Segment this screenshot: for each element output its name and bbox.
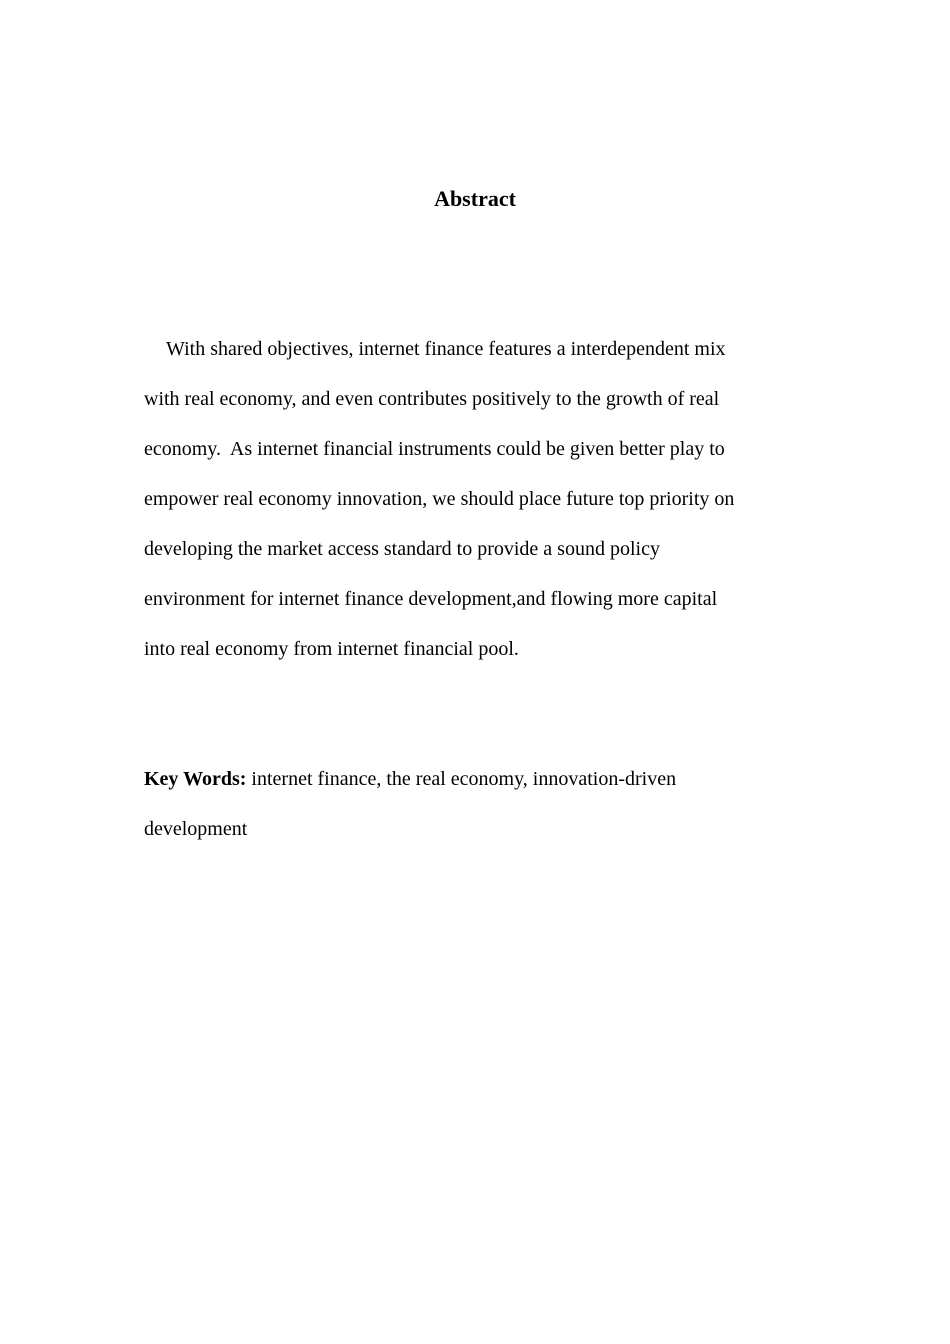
keywords-continuation: development — [144, 818, 248, 840]
abstract-paragraph — [144, 324, 814, 674]
keywords-label: Key Words: — [144, 768, 247, 790]
abstract-line: With shared objectives, internet finance features a interdependent mix — [166, 338, 726, 360]
abstract-line: developing the market access standard to provide a sound policy — [144, 538, 660, 560]
abstract-line: into real economy from internet financial pool. — [144, 638, 519, 660]
page-title: Abstract — [434, 186, 516, 211]
abstract-line: environment for internet finance development,and flowing more capital — [144, 588, 718, 610]
keywords-section — [144, 754, 814, 854]
keywords-line — [144, 754, 814, 804]
abstract-line: economy. As internet financial instruments could be given better play to — [144, 438, 725, 460]
abstract-line: with real economy, and even contributes positively to the growth of real — [144, 388, 720, 410]
keywords-text: internet finance, the real economy, innovation-driven — [251, 768, 677, 790]
abstract-line: empower real economy innovation, we should place future top priority on — [144, 488, 735, 510]
